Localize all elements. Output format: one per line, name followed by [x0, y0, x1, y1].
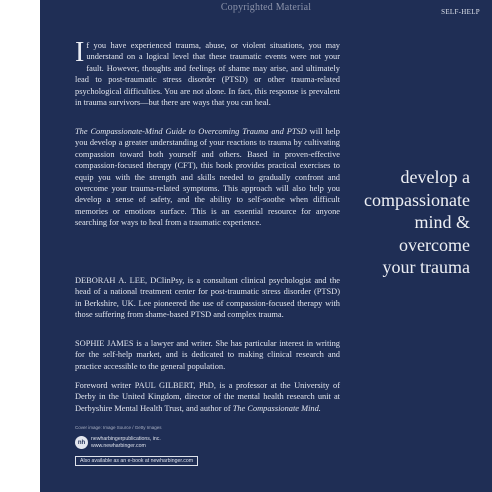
intro-paragraph — [75, 37, 340, 108]
tagline-line: your trauma — [382, 257, 470, 277]
tagline-line: develop a — [400, 167, 470, 187]
publisher-name: newharbingerpublications, inc. — [91, 436, 161, 442]
author-bio-lee — [75, 275, 340, 321]
drop-cap: I — [75, 37, 85, 68]
author-bio-text: is a lawyer and writer. She has particular interest in writing for the self-help market, and is dedicated to making clinical research and practice accessible to the general population. — [75, 339, 340, 371]
description-paragraph — [75, 126, 340, 229]
publisher-block — [75, 436, 161, 449]
category-label: SELF-HELP — [441, 8, 480, 16]
ebook-availability-note: Also available as an e-book at newharbinger.com — [75, 456, 198, 466]
back-cover — [40, 0, 492, 492]
copyright-watermark: Copyrighted Material — [220, 2, 312, 13]
tagline-line: compassionate — [364, 189, 470, 210]
author-name: DEBORAH A. LEE, DClinPsy, — [75, 276, 185, 285]
tagline — [364, 166, 470, 279]
author-name: SOPHIE JAMES — [75, 339, 134, 348]
foreword-prefix: Foreword writer — [75, 381, 135, 390]
foreword-author-name: PAUL GILBERT, PhD, — [134, 381, 216, 390]
author-bio-text: is a consultant clinical psychologist and the head of a national treatment center for post-traumatic stress disorder (PTSD) in Berkshire, UK. Lee pioneered the use of compassion-focused therapy with those suffering from shame-based PTSD and complex trauma. — [75, 276, 340, 320]
cover-image-credit: Cover image: Image Source / Getty Images — [75, 425, 162, 430]
book-title: The Compassionate-Mind Guide to Overcoming Trauma and PTSD — [75, 127, 307, 136]
publisher-lines — [91, 436, 161, 449]
tagline-line: mind & — [414, 212, 470, 232]
foreword-text: is a professor at the University of Derby in the United Kingdom, director of the mental health research unit at Derbyshire Mental Health Trust, and author of — [75, 381, 341, 413]
author-bio-james — [75, 338, 340, 372]
description-text: will help you develop a greater understanding of your reactions to trauma by cultivating compassion toward both yourself and others. Based in proven-effective compassion-focused therapy (CFT), this book provides practical exercises to equip you with the strength and skills needed to gradually confront and overcome your trauma-related symptoms. This approach will also help you develop a sense of safety, and the ability to self-soothe when difficult memories or emotions surface. This is an essential resource for anyone searching for ways to heal from a traumatic experience. — [75, 127, 340, 228]
tagline-line: overcome — [399, 234, 470, 255]
intro-text: f you have experienced trauma, abuse, or violent situations, you may understand on a logical level that these traumatic events were not your fault. However, thoughts and feelings of shame may arise, and ultimately lead to post-traumatic stress disorder (PTSD) or other trauma-related psychological difficulties. You are not alone. In fact, this response is prevalent in trauma survivors—but there are ways that you can heal. — [75, 41, 340, 108]
publisher-website: www.newharbinger.com — [91, 442, 146, 449]
publisher-logo-icon: nh — [75, 436, 88, 449]
foreword-book-title: The Compassionate Mind. — [232, 403, 321, 413]
foreword-bio — [75, 380, 340, 414]
